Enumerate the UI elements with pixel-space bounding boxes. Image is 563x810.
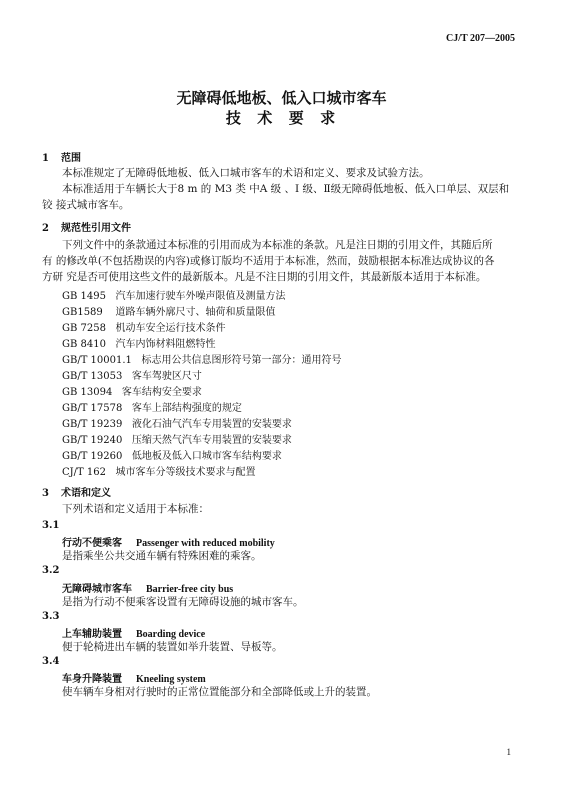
section-number: 3: [42, 488, 49, 499]
term-number: 3.3: [42, 611, 60, 622]
section-title: 规范性引用文件: [60, 223, 131, 234]
paragraph-line: 有 的修改单(不包括勘误的内容)或修订版均不适用于本标准，然而，鼓励根据本标准达成协议的各: [42, 255, 495, 267]
term-definition: 是指为行动不便乘客设置有无障碍设施的城市客车。: [62, 596, 304, 608]
term-en: Passenger with reduced mobility: [136, 538, 275, 549]
paragraph-line: 下列术语和定义适用于本标准：: [62, 503, 209, 515]
section-3-heading: [42, 484, 111, 499]
reference-item: GB 1495 汽车加速行驶车外噪声限值及测量方法: [62, 291, 286, 302]
page-number: 1: [506, 747, 511, 757]
section-2-heading: [42, 219, 131, 234]
reference-item: GB/T 17578 客车上部结构强度的规定: [62, 403, 242, 414]
reference-item: GB/T 19240 压缩天然气汽车专用装置的安装要求: [62, 435, 292, 446]
term-definition: 是指乘坐公共交通车辆有特殊困难的乘客。: [62, 550, 262, 562]
reference-item: GB 7258 机动车安全运行技术条件: [62, 323, 226, 334]
paragraph-line: 本标准适用于车辆长大于8 m 的 M3 类 中A 级 、I 级、Ⅱ级无障碍低地板、低入口单层、双层和: [62, 183, 510, 195]
term-cn: 上车辅助装置: [62, 629, 122, 640]
term-cn: 车身升降装置: [62, 674, 122, 685]
reference-item: GB/T 19239 液化石油气汽车专用装置的安装要求: [62, 419, 292, 430]
reference-item: GB 8410 汽车内饰材料阻燃特性: [62, 339, 216, 350]
reference-item: GB1589 道路车辆外廓尺寸、轴荷和质量限值: [62, 307, 276, 318]
section-title: 术语和定义: [60, 488, 111, 499]
term-cn: 无障碍城市客车: [62, 584, 132, 595]
section-title: 范围: [60, 153, 81, 164]
term-definition: 使车辆车身相对行驶时的正常位置能部分和全部降低或上升的装置。: [62, 686, 377, 698]
term-en: Boarding device: [136, 629, 206, 640]
section-number: 2: [42, 223, 49, 234]
term-cn: 行动不便乘客: [62, 538, 122, 549]
reference-item: CJ/T 162 城市客车分等级技术要求与配置: [62, 467, 256, 478]
term-title: [62, 580, 233, 595]
term-en: Barrier-free city bus: [146, 584, 234, 595]
term-title: [62, 625, 205, 640]
term-definition: 便于轮椅进出车辆的装置如举升装置、导板等。: [62, 641, 283, 653]
reference-item: GB/T 10001.1 标志用公共信息图形符号第一部分：通用符号: [62, 355, 342, 366]
term-number: 3.1: [42, 520, 60, 531]
document-title: 无障碍低地板、低入口城市客车: [176, 89, 387, 107]
reference-item: GB/T 19260 低地板及低入口城市客车结构要求: [62, 451, 282, 462]
standard-code: CJ/T 207—2005: [446, 33, 515, 44]
document-subtitle: 技 术 要 求: [225, 109, 338, 127]
section-1-heading: [42, 149, 81, 164]
section-number: 1: [42, 153, 49, 164]
paragraph-line: 本标准规定了无障碍低地板、低入口城市客车的术语和定义、要求及试验方法。: [62, 167, 430, 179]
term-title: [62, 534, 275, 549]
paragraph-line: 下列文件中的条款通过本标准的引用而成为本标准的条款。凡是注日期的引用文件，其随后所: [62, 239, 493, 251]
paragraph-line: 铰 接式城市客车。: [42, 199, 130, 211]
term-en: Kneeling system: [136, 674, 206, 685]
term-title: [62, 670, 206, 685]
term-number: 3.4: [42, 656, 60, 667]
paragraph-line: 方研 究是否可使用这些文件的最新版本。凡是不注日期的引用文件，其最新版本适用于本标准。: [42, 271, 487, 283]
reference-item: GB/T 13053 客车驾驶区尺寸: [62, 371, 202, 382]
reference-item: GB 13094 客车结构安全要求: [62, 387, 202, 398]
term-number: 3.2: [42, 565, 60, 576]
